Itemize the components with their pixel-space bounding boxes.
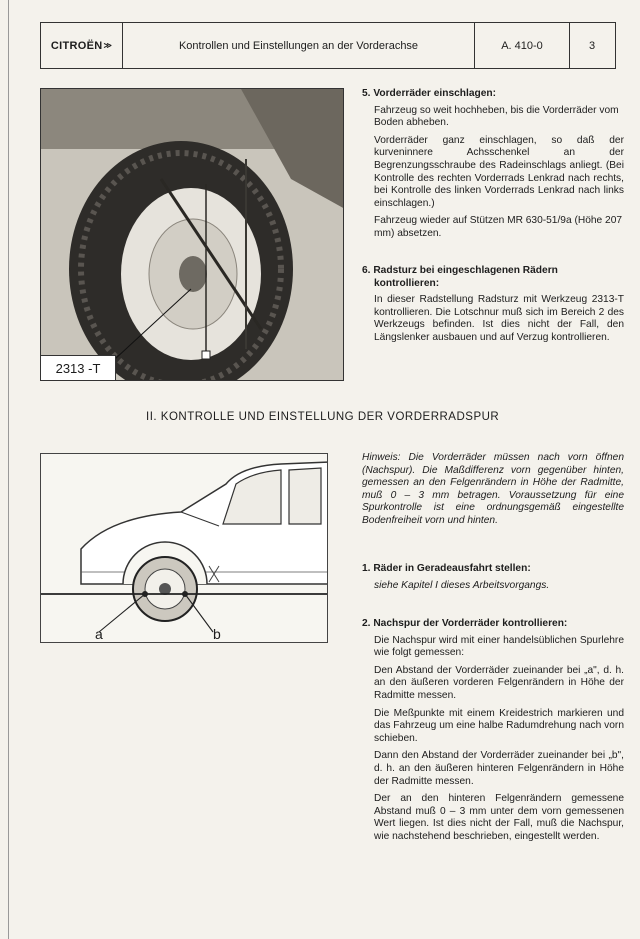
- chevron-logo-icon: ≫: [103, 41, 113, 50]
- step-1-block: [362, 563, 624, 597]
- document-code: A. 410-0: [475, 23, 570, 68]
- tool-number-label: 2313 -T: [41, 355, 116, 380]
- wheel-camber-tool-illustration: [41, 89, 344, 381]
- step-1-title: 1. Räder in Geradeausfahrt stellen:: [362, 563, 531, 574]
- car-side-illustration: [41, 454, 328, 643]
- brand-logo: [41, 23, 123, 68]
- measure-point-b-label: b: [213, 626, 221, 642]
- step-2-paragraph-3: Die Meßpunkte mit einem Kreidestrich markieren und das Fahrzeug um eine halbe Radumdrehung nach vorn schieben.: [374, 707, 624, 744]
- hint-text: Hinweis: Die Vorderräder müssen nach vorn öffnen (Nachspur). Die Maßdifferenz vorn gegenüber hinten, gemessen an den Felgenrändern in Höhe der Radmitte, muß 0 – 3 mm betragen. Voraussetzung für eine Spurkontrolle ist eine ordnungsgemäß eingestellte Bodenfreiheit vorn und hinten.: [362, 452, 624, 526]
- step-5-paragraph-1: Fahrzeug so weit hochheben, bis die Vorderräder vom Boden abheben.: [374, 104, 619, 129]
- step-2-title: 2. Nachspur der Vorderräder kontrollieren:: [362, 618, 568, 629]
- step-5-paragraph-2: Vorderräder ganz einschlagen, so daß der kurveninnere Achsschenkel an der Begrenzungsschraube des Radeinschlags anliegt. (Bei Kontrolle des rechten Vorderrads Lenkrad nach rechts, bei Kontrolle des linken Vorderrads Lenkrad nach links einschlagen.): [374, 134, 624, 209]
- car-toe-diagram: [40, 453, 328, 643]
- step-6-title: 6. Radsturz bei eingeschlagenen Rädern kontrollieren:: [362, 265, 558, 289]
- step-2-block: [362, 618, 624, 849]
- step-2-paragraph-1: Die Nachspur wird mit einer handelsüblichen Spurlehre wie folgt gemessen:: [374, 634, 624, 659]
- page-edge-rule: [8, 0, 9, 939]
- step-2-paragraph-4: Dann den Abstand der Vorderräder zueinander bei „b", d. h. an den äußeren hinteren Felgenrändern in Höhe der Radmitte messen.: [374, 750, 624, 787]
- step-5-title: 5. Vorderräder einschlagen:: [362, 88, 496, 99]
- step-6-paragraph-1: In dieser Radstellung Radsturz mit Werkzeug 2313-T kontrollieren. Die Lotschnur muß sich im Bereich 2 des Werkzeugs befinden. Ist dies nicht der Fall, den Längslenker ausbauen und auf Verzug kontrollieren.: [374, 294, 624, 343]
- page-header: [40, 22, 616, 69]
- hint-block: [362, 452, 624, 533]
- wheel-photo: [40, 88, 344, 381]
- step-6-block: [362, 265, 624, 350]
- step-2-paragraph-5: Der an den hinteren Felgenrändern gemessene Abstand muß 0 – 3 mm unter dem vorn gemessenen Wert liegen. Ist dies nicht der Fall, muß die Nachspur, wie nachstehend beschrieben, eingestellt werden.: [374, 793, 624, 842]
- page-number: 3: [588, 39, 596, 52]
- step-2-paragraph-2: Den Abstand der Vorderräder zueinander bei „a", d. h. an den äußeren vorderen Felgenrändern in Höhe der Radmitte messen.: [374, 664, 624, 701]
- section-heading: II. KONTROLLE UND EINSTELLUNG DER VORDERRADSPUR: [146, 411, 500, 423]
- brand-text: CITROËN: [50, 39, 103, 52]
- step-1-paragraph-1: siehe Kapitel I dieses Arbeitsvorgangs.: [374, 579, 550, 591]
- measure-point-a-label: a: [95, 626, 103, 642]
- step-5-paragraph-3: Fahrzeug wieder auf Stützen MR 630-51/9a (Höhe 207 mm) absetzen.: [374, 215, 623, 239]
- step-5-block: [362, 88, 624, 246]
- header-title: Kontrollen und Einstellungen an der Vorderachse: [123, 23, 475, 68]
